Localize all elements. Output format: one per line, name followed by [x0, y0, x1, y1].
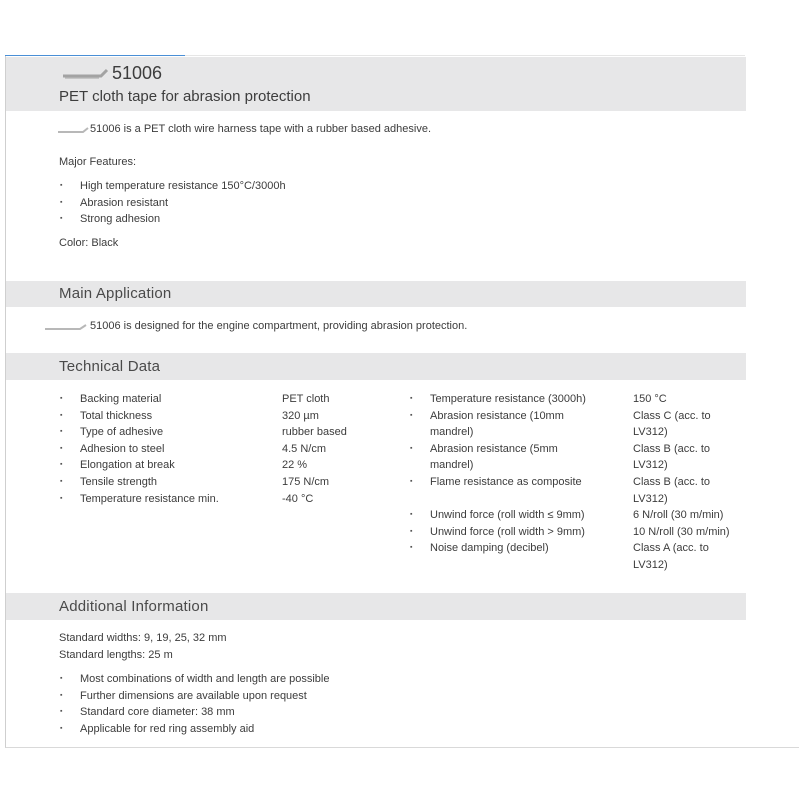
table-row: ▪ Flame resistance as composite Class B (acc. to LV312) — [409, 474, 749, 507]
tech-label: Type of adhesive — [80, 426, 164, 439]
table-row: ▪ Elongation at break 22 % — [59, 457, 389, 474]
list-item: ▪ Most combinations of width and length are possible — [59, 671, 329, 688]
technical-data-left — [59, 391, 389, 507]
tech-label: Temperature resistance min. — [80, 492, 219, 505]
technical-data-right — [409, 391, 749, 574]
table-row: ▪ Temperature resistance (3000h) 150 °C — [409, 391, 749, 408]
color-info: Color: Black — [59, 237, 119, 249]
list-item: ▪ Strong adhesion — [59, 211, 286, 228]
table-row: ▪ Abrasion resistance (5mm mandrel) Class B (acc. to LV312) — [409, 441, 749, 474]
tech-value: Class A (acc. to LV312) — [633, 542, 709, 571]
tech-value: 175 N/cm — [282, 475, 330, 488]
main-application-title: Main Application — [59, 285, 172, 302]
top-accent-line — [5, 55, 185, 56]
list-item: ▪ Abrasion resistant — [59, 195, 286, 212]
tech-label: Unwind force (roll width ≤ 9mm) — [430, 509, 585, 522]
tech-value: PET cloth — [282, 393, 330, 405]
table-row: ▪ Noise damping (decibel) Class A (acc. to LV312) — [409, 540, 749, 573]
main-application-text: 51006 is designed for the engine compartment, providing abrasion protection. — [90, 320, 468, 332]
tech-label: Unwind force (roll width > 9mm) — [430, 525, 585, 538]
tech-value: 10 N/roll (30 m/min) — [633, 525, 730, 538]
tech-label: Flame resistance as composite — [430, 475, 582, 488]
table-row: ▪ Type of adhesive rubber based — [59, 424, 389, 441]
tech-value: 4.5 N/cm — [282, 442, 327, 455]
additional-info-list — [59, 671, 329, 737]
table-row: ▪ Temperature resistance min. -40 °C — [59, 491, 389, 508]
table-row: ▪ Unwind force (roll width > 9mm) 10 N/roll (30 m/min) — [409, 524, 749, 541]
list-item: ▪ Further dimensions are available upon request — [59, 688, 329, 705]
tech-label: Elongation at break — [80, 459, 175, 472]
table-row: ▪ Unwind force (roll width ≤ 9mm) 6 N/roll (30 m/min) — [409, 507, 749, 524]
tech-label: Backing material — [80, 393, 162, 405]
technical-data-title: Technical Data — [59, 358, 161, 375]
brand-logo-inline — [44, 320, 88, 330]
tech-label: Total thickness — [80, 409, 153, 422]
tech-value: 150 °C — [633, 393, 667, 405]
tech-label: Abrasion resistance (10mm mandrel) — [430, 409, 564, 439]
brand-logo-inline — [57, 123, 89, 133]
tech-label: Abrasion resistance (5mm mandrel) — [430, 442, 558, 472]
tech-value: 6 N/roll (30 m/min) — [633, 509, 724, 522]
tech-value: 320 µm — [282, 409, 319, 422]
tech-label: Adhesion to steel — [80, 442, 165, 455]
product-subtitle: PET cloth tape for abrasion protection — [59, 88, 311, 105]
intro-description: 51006 is a PET cloth wire harness tape with a rubber based adhesive. — [90, 123, 431, 135]
tech-label: Tensile strength — [80, 475, 158, 488]
tech-value: rubber based — [282, 426, 347, 439]
top-divider — [185, 55, 745, 56]
tech-value: Class C (acc. to LV312) — [633, 409, 711, 439]
tech-value: Class B (acc. to LV312) — [633, 475, 711, 505]
tech-value: 22 % — [282, 459, 308, 472]
table-row: ▪ Abrasion resistance (10mm mandrel) Class C (acc. to LV312) — [409, 408, 749, 441]
list-item: ▪ High temperature resistance 150°C/3000h — [59, 178, 286, 195]
tech-label: Temperature resistance (3000h) — [430, 393, 586, 405]
table-row: ▪ Tensile strength 175 N/cm — [59, 474, 389, 491]
standard-widths: Standard widths: 9, 19, 25, 32 mm — [59, 632, 227, 644]
table-row: ▪ Adhesion to steel 4.5 N/cm — [59, 441, 389, 458]
list-item: ▪ Standard core diameter: 38 mm — [59, 704, 329, 721]
tech-label: Noise damping (decibel) — [430, 542, 549, 555]
additional-info-title: Additional Information — [59, 598, 209, 615]
standard-lengths: Standard lengths: 25 m — [59, 649, 173, 661]
list-item: ▪ Applicable for red ring assembly aid — [59, 721, 329, 738]
features-heading: Major Features: — [59, 156, 137, 168]
tech-value: -40 °C — [282, 492, 314, 505]
product-number: 51006 — [112, 63, 163, 83]
tech-value: Class B (acc. to LV312) — [633, 442, 711, 472]
table-row: ▪ Backing material PET cloth — [59, 391, 389, 408]
features-list — [59, 178, 286, 228]
table-row: ▪ Total thickness 320 µm — [59, 408, 389, 425]
brand-logo — [61, 64, 111, 84]
